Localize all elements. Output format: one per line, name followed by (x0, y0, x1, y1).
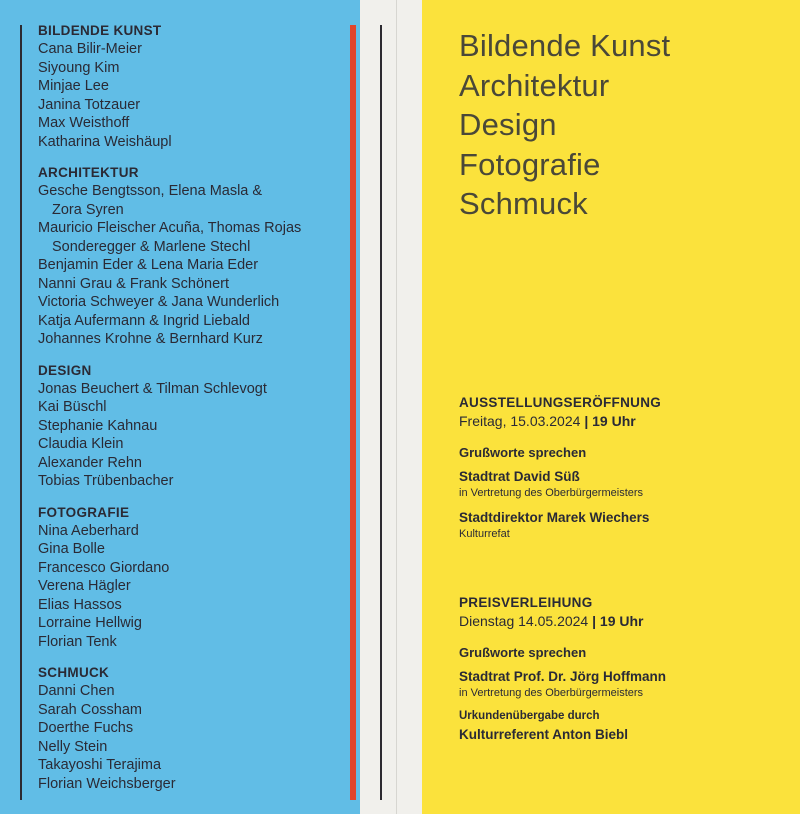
artist-name: Mauricio Fleischer Acuña, Thomas Rojas (38, 220, 302, 236)
speaker-role: in Vertretung des Oberbürgermeisters (459, 687, 644, 699)
artist-name: Alexander Rehn (38, 454, 142, 471)
handover-label: Urkundenübergabe durch (459, 710, 600, 722)
speaker-role: Kulturrefat (459, 528, 510, 540)
artist-name: Benjamin Eder & Lena Maria Eder (38, 257, 259, 273)
speaker-role: in Vertretung des Oberbürgermeisters (459, 487, 644, 499)
discipline-title: Design (459, 107, 557, 142)
handover-name: Kulturreferent Anton Biebl (459, 727, 629, 742)
discipline-list (459, 26, 779, 224)
artist-list (38, 21, 348, 805)
artist-name: Jonas Beuchert & Tilman Schlevogt (38, 380, 267, 397)
group-architektur (38, 163, 348, 349)
artist-name: Francesco Giordano (38, 559, 170, 576)
discipline-title: Architektur (459, 67, 610, 103)
greeting-label: Grußworte sprechen (459, 645, 587, 660)
artist-name: Gina Bolle (38, 541, 105, 557)
artist-name: Gesche Bengtsson, Elena Masla & (38, 183, 263, 199)
red-accent-stripe (350, 25, 356, 800)
opening-event (459, 394, 789, 542)
event-date (459, 612, 789, 631)
discipline-title: Bildende Kunst (459, 28, 671, 63)
group-design (38, 361, 348, 491)
speaker-name: Stadtdirektor Marek Wiechers (459, 510, 650, 525)
artist-name: Nanni Grau & Frank Schönert (38, 275, 230, 292)
artist-name: Verena Hägler (38, 578, 131, 594)
artist-name: Victoria Schweyer & Jana Wunderlich (38, 294, 280, 310)
artist-name: Danni Chen (38, 683, 115, 699)
artist-name: Claudia Klein (38, 436, 124, 452)
artist-name: Katharina Weishäupl (38, 133, 172, 150)
event-heading: AUSSTELLUNGSERÖFFNUNG (459, 395, 662, 410)
discipline-title: Schmuck (459, 186, 588, 221)
artist-name: Tobias Trübenbacher (38, 473, 174, 489)
gutter-dark-line (380, 25, 382, 800)
artist-name: Katja Aufermann & Ingrid Liebald (38, 312, 250, 329)
group-title: BILDENDE KUNST (38, 23, 162, 38)
event-date-day: Dienstag 14.05.2024 (459, 613, 589, 629)
paper-crease (396, 0, 397, 814)
speaker-name: Stadtrat David Süß (459, 469, 580, 484)
artist-name: Takayoshi Terajima (38, 757, 162, 773)
artist-name: Florian Weichsberger (38, 775, 176, 792)
artist-name: Lorraine Hellwig (38, 615, 142, 631)
award-event (459, 594, 789, 744)
artist-name: Stephanie Kahnau (38, 417, 158, 434)
speaker-name: Stadtrat Prof. Dr. Jörg Hoffmann (459, 669, 667, 684)
artist-name: Sarah Cossham (38, 701, 142, 718)
left-dark-stripe (20, 25, 22, 800)
event-time: | 19 Uhr (592, 613, 644, 629)
group-schmuck (38, 663, 348, 793)
artist-name: Siyoung Kim (38, 59, 120, 76)
artist-name-continued: Zora Syren (52, 201, 124, 218)
artist-name: Cana Bilir-Meier (38, 41, 142, 57)
group-title: FOTOGRAFIE (38, 504, 130, 520)
fold-gutter (360, 0, 422, 814)
artist-name-continued: Sonderegger & Marlene Stechl (52, 238, 251, 255)
artist-name: Minjae Lee (38, 78, 109, 94)
artist-name: Nina Aeberhard (38, 522, 139, 539)
event-heading: PREISVERLEIHUNG (459, 595, 593, 610)
artist-name: Florian Tenk (38, 633, 117, 650)
event-date-day: Freitag, 15.03.2024 (459, 413, 581, 429)
group-fotografie (38, 503, 348, 652)
artist-name: Kai Büschl (38, 399, 107, 415)
artist-name: Janina Totzauer (38, 96, 141, 113)
event-time: | 19 Uhr (584, 413, 636, 429)
artist-name: Max Weisthoff (38, 115, 130, 131)
group-title: ARCHITEKTUR (38, 165, 139, 180)
artist-name: Johannes Krohne & Bernhard Kurz (38, 331, 263, 347)
artist-name: Elias Hassos (38, 596, 122, 613)
artist-name: Doerthe Fuchs (38, 720, 134, 736)
discipline-title: Fotografie (459, 146, 601, 182)
event-date (459, 412, 789, 431)
artist-name: Nelly Stein (38, 738, 108, 755)
group-title: SCHMUCK (38, 665, 110, 680)
group-bildende-kunst (38, 21, 348, 151)
group-title: DESIGN (38, 362, 92, 378)
greeting-label: Grußworte sprechen (459, 445, 587, 460)
